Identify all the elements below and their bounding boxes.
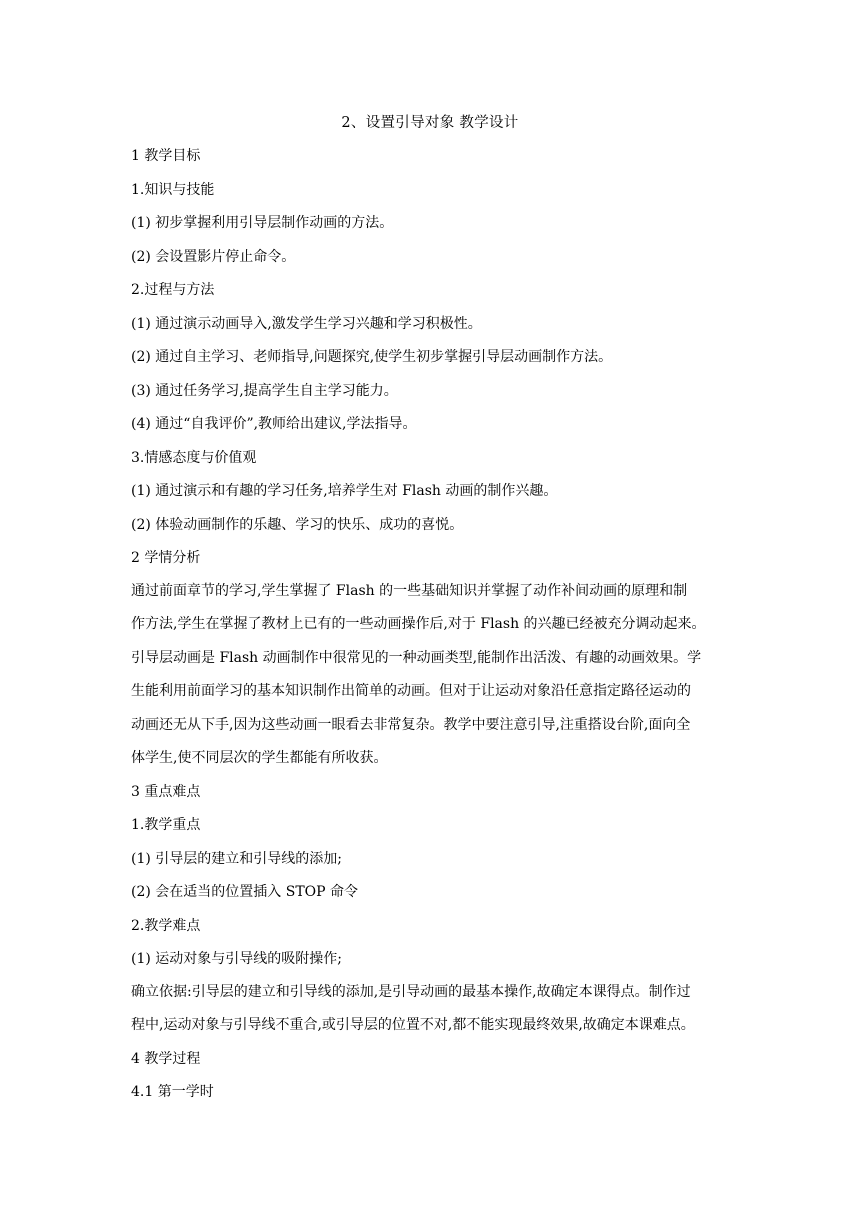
paragraph-line: 确立依据:引导层的建立和引导线的添加,是引导动画的最基本操作,故确定本课得点。制作过 <box>131 983 691 1000</box>
document-body <box>131 145 741 1115</box>
subheading-process-methods: 2.过程与方法 <box>131 282 215 298</box>
subheading-teaching-difficulty: 2.教学难点 <box>131 917 201 934</box>
paragraph-line: 引导层动画是 Flash 动画制作中很常见的一种动画类型,能制作出活泼、有趣的动画效果。学 <box>131 649 702 666</box>
paragraph-line: 体学生,使不同层次的学生都能有所收获。 <box>131 750 388 766</box>
section-heading-key-points: 3 重点难点 <box>131 783 201 800</box>
list-item: (1) 通过演示动画导入,激发学生学习兴趣和学习积极性。 <box>131 315 482 332</box>
list-item: (2) 会设置影片停止命令。 <box>131 248 296 265</box>
paragraph-line: 程中,运动对象与引导线不重合,或引导层的位置不对,都不能实现最终效果,故确定本课难点。 <box>131 1017 695 1033</box>
subheading-first-period: 4.1 第一学时 <box>131 1084 214 1100</box>
document-title: 2、设置引导对象 教学设计 <box>341 115 519 131</box>
section-heading-learner-analysis: 2 学情分析 <box>131 550 201 566</box>
paragraph-rationale <box>131 976 741 1043</box>
list-item: (2) 会在适当的位置插入 STOP 命令 <box>131 884 359 900</box>
paragraph-line: 作方法,学生在掌握了教材上已有的一些动画操作后,对于 Flash 的兴趣已经被充分调动起来。 <box>131 616 706 632</box>
list-item: (2) 通过自主学习、老师指导,问题探究,使学生初步掌握引导层动画制作方法。 <box>131 349 613 365</box>
section-heading-teaching-process: 4 教学过程 <box>131 1050 201 1067</box>
subheading-knowledge-skills: 1.知识与技能 <box>131 181 215 198</box>
paragraph-line: 通过前面章节的学习,学生掌握了 Flash 的一些基础知识并掌握了动作补间动画的原理和制 <box>131 582 688 599</box>
list-item: (4) 通过“自我评价”,教师给出建议,学法指导。 <box>131 416 417 432</box>
section-heading-objectives: 1 教学目标 <box>131 148 201 164</box>
list-item: (3) 通过任务学习,提高学生自主学习能力。 <box>131 382 398 399</box>
list-item: (2) 体验动画制作的乐趣、学习的快乐、成功的喜悦。 <box>131 516 464 533</box>
paragraph-line: 动画还无从下手,因为这些动画一眼看去非常复杂。教学中要注意引导,注重搭设台阶,面向全 <box>131 716 691 733</box>
paragraph-line: 生能利用前面学习的基本知识制作出简单的动画。但对于让运动对象沿任意指定路径运动的 <box>131 683 691 699</box>
subheading-emotion-values: 3.情感态度与价值观 <box>131 449 257 466</box>
paragraph-learner-analysis <box>131 575 741 776</box>
subheading-teaching-focus: 1.教学重点 <box>131 817 201 833</box>
list-item: (1) 引导层的建立和引导线的添加; <box>131 850 342 867</box>
list-item: (1) 通过演示和有趣的学习任务,培养学生对 Flash 动画的制作兴趣。 <box>131 483 558 499</box>
list-item: (1) 运动对象与引导线的吸附操作; <box>131 951 342 967</box>
list-item: (1) 初步掌握利用引导层制作动画的方法。 <box>131 215 394 231</box>
